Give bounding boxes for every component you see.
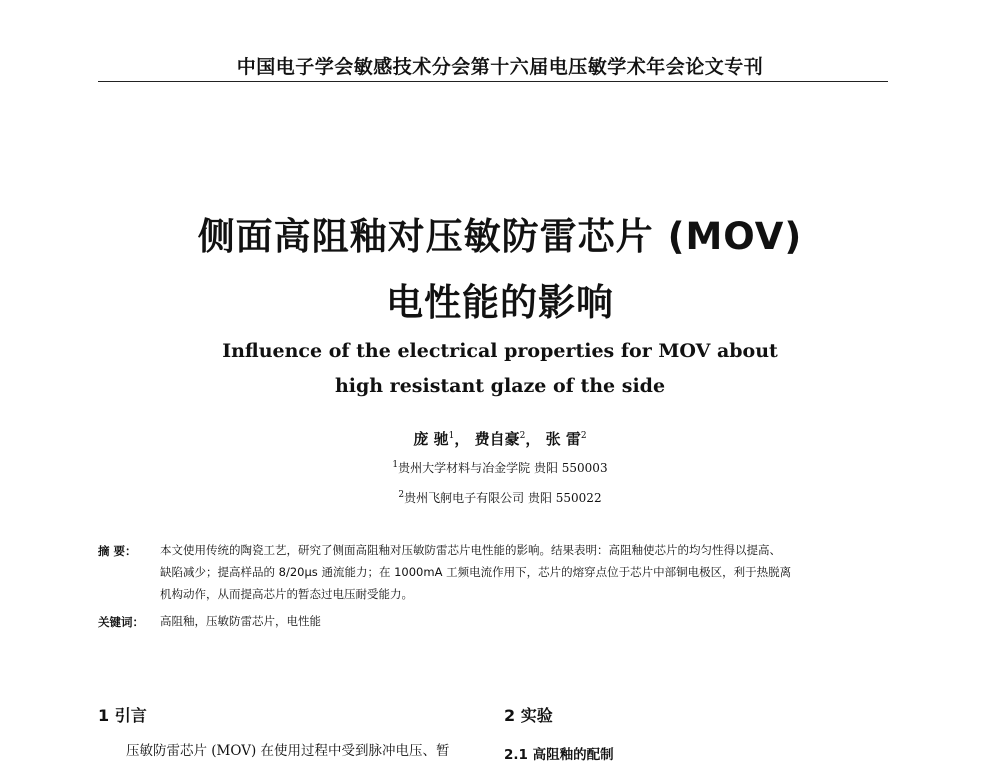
running-header: 中国电子学会敏感技术分会第十六届电压敏学术年会论文专刊	[236, 56, 764, 78]
abstract-line: 本文使用传统的陶瓷工艺，研究了侧面高阻釉对压敏防雷芯片电性能的影响。结果表明：高阻釉使芯片的均匀性得以提高、	[160, 543, 781, 557]
affiliation-text: 贵州大学材料与冶金学院 贵阳 550003	[398, 461, 608, 475]
affiliation-mark: 2	[398, 490, 405, 500]
affiliation-text: 贵州飞舸电子有限公司 贵阳 550022	[404, 491, 602, 505]
chinese-title-line-2: 电性能的影响	[386, 281, 614, 324]
author-separator: ，	[454, 430, 470, 448]
subsection-2-1-heading: 2.1 高阻釉的配制	[504, 747, 614, 763]
english-title-line-2: high resistant glaze of the side	[334, 375, 666, 397]
keywords-text: 高阻釉，压敏防雷芯片，电性能	[160, 614, 321, 628]
abstract-body	[160, 539, 900, 605]
author-name: 张 雷	[545, 430, 581, 448]
section-2-heading: 2 实验	[504, 706, 553, 725]
author-affiliation-mark: 2	[519, 431, 526, 441]
chinese-title-line-1: 侧面高阻釉对压敏防雷芯片 (MOV)	[197, 215, 803, 258]
author-name: 庞 驰	[413, 430, 449, 448]
author-list	[0, 428, 1000, 449]
section-1-paragraph-line: 压敏防雷芯片 (MOV) 在使用过程中受到脉冲电压、暂	[126, 743, 450, 759]
author-affiliation-mark: 2	[580, 431, 587, 441]
affiliation-mark: 1	[392, 460, 399, 470]
abstract-line: 机构动作，从而提高芯片的暂态过电压耐受能力。	[160, 587, 413, 601]
abstract-line: 缺陷减少；提高样品的 8/20μs 通流能力；在 1000mA 工频电流作用下，芯片的熔穿点位于芯片中部铜电极区，利于热脱离	[160, 565, 792, 579]
author-affiliation-mark: 1	[448, 431, 455, 441]
english-title-line-1: Influence of the electrical properties for MOV about	[222, 340, 778, 362]
abstract-label: 摘 要：	[98, 544, 137, 558]
affiliation-1	[0, 459, 1000, 476]
header-rule	[98, 81, 888, 82]
section-1-heading: 1 引言	[98, 706, 147, 725]
affiliation-2	[0, 489, 1000, 506]
author-name: 费自豪	[474, 430, 520, 448]
author-separator: ，	[525, 430, 541, 448]
keywords-label: 关键词：	[98, 615, 144, 629]
